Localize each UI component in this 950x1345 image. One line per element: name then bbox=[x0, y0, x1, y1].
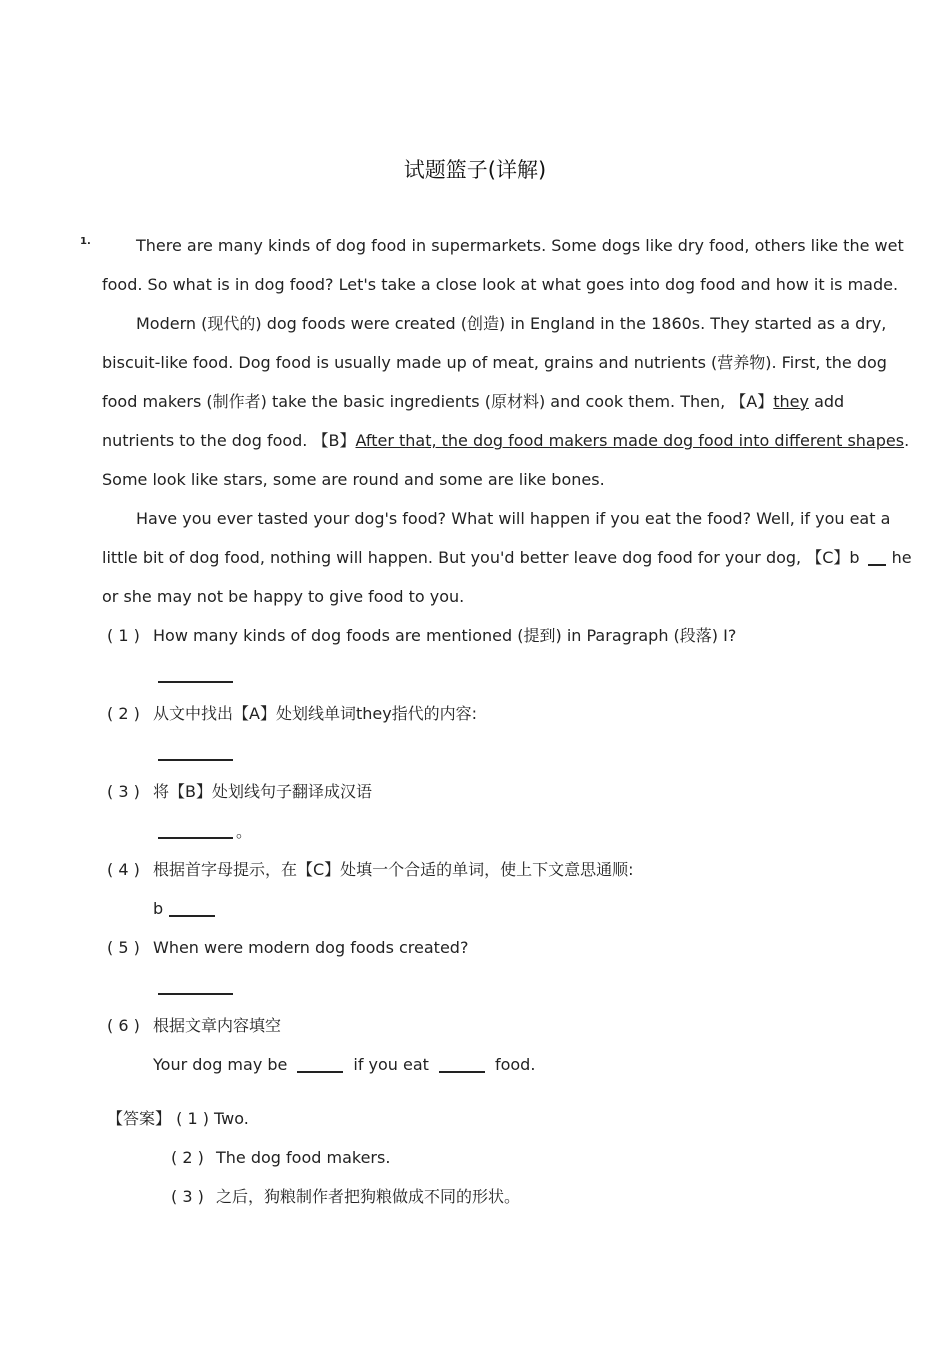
subquestion-text: 将【B】处划线句子翻译成汉语 bbox=[153, 782, 372, 801]
answer-section bbox=[107, 1109, 249, 1129]
subquestion-number: ( 1 ) bbox=[107, 626, 140, 645]
passage-text: nutrients to the dog food. 【B】 bbox=[102, 431, 356, 450]
passage-text: he bbox=[891, 548, 912, 567]
subquestion-3 bbox=[107, 782, 372, 802]
passage-p1-line2: food. So what is in dog food? Let's take a close look at what goes into dog food and how it is made. bbox=[102, 275, 899, 294]
passage-p2-line2: biscuit-like food. Dog food is usually made up of meat, grains and nutrients (营养物). First, the dog bbox=[102, 353, 887, 372]
subquestion-text: 根据文章内容填空 bbox=[153, 1016, 282, 1035]
passage-p2-line1: Modern (现代的) dog foods were created (创造) in England in the 1860s. They started as a dry, bbox=[136, 314, 887, 333]
page-title: 试题篮子(详解) bbox=[403, 158, 547, 182]
answer-text: 之后，狗粮制作者把狗粮做成不同的形状。 bbox=[216, 1187, 521, 1206]
fill-text: Your dog may be bbox=[153, 1055, 288, 1074]
passage-text: add bbox=[808, 392, 845, 411]
answer-blank-4[interactable] bbox=[169, 915, 215, 917]
subquestion-text: When were modern dog foods created? bbox=[153, 938, 469, 957]
subquestion-text: 从文中找出【A】处划线单词they指代的内容: bbox=[153, 704, 478, 723]
passage-p3-line1: Have you ever tasted your dog's food? What will happen if you eat the food? Well, if you eat a bbox=[136, 509, 891, 528]
subquestion-text: How many kinds of dog foods are mentioned (提到) in Paragraph (段落) I? bbox=[153, 626, 737, 645]
answer-item-2 bbox=[171, 1148, 390, 1168]
answer-number: ( 3 ) bbox=[171, 1187, 204, 1206]
subquestion-number: ( 3 ) bbox=[107, 782, 140, 801]
subquestion-4-answer-line bbox=[153, 899, 215, 919]
subquestion-1 bbox=[107, 626, 736, 646]
underlined-sentence-b: After that, the dog food makers made dog food into different shapes bbox=[355, 431, 905, 450]
fill-text: if you eat bbox=[353, 1055, 429, 1074]
answer-text: The dog food makers. bbox=[216, 1148, 391, 1167]
period-mark: 。 bbox=[236, 822, 253, 841]
answer-blank-1[interactable] bbox=[158, 681, 233, 683]
subquestion-4 bbox=[107, 860, 634, 880]
answer-blank-5[interactable] bbox=[158, 993, 233, 995]
subquestion-number: ( 4 ) bbox=[107, 860, 140, 879]
subquestion-number: ( 6 ) bbox=[107, 1016, 140, 1035]
answer-number: ( 2 ) bbox=[171, 1148, 204, 1167]
answer-blank-2[interactable] bbox=[158, 759, 233, 761]
passage-p3-line2 bbox=[102, 548, 912, 568]
subquestion-2 bbox=[107, 704, 477, 724]
answer-text: Two. bbox=[214, 1109, 249, 1128]
answer-number: ( 1 ) bbox=[176, 1109, 209, 1128]
passage-p2-line3 bbox=[102, 392, 862, 412]
passage-p3-line3: or she may not be happy to give food to you. bbox=[102, 587, 465, 606]
blank-c[interactable] bbox=[868, 564, 886, 566]
passage-p2-line5: Some look like stars, some are round and some are like bones. bbox=[102, 470, 605, 489]
question-number: 1. bbox=[80, 236, 91, 247]
underlined-word-they: they bbox=[773, 392, 809, 411]
answer-blank-6b[interactable] bbox=[439, 1071, 485, 1073]
answer-item-3 bbox=[171, 1187, 520, 1207]
subquestion-5 bbox=[107, 938, 468, 958]
answer-blank-6a[interactable] bbox=[297, 1071, 343, 1073]
passage-text: little bit of dog food, nothing will happen. But you'd better leave dog food for your dog, 【C】b bbox=[102, 548, 860, 567]
passage-text: food makers (制作者) take the basic ingredients (原材料) and cook them. Then, 【A】 bbox=[102, 392, 774, 411]
answer-blank-3[interactable] bbox=[158, 837, 233, 839]
passage-text: . bbox=[904, 431, 910, 450]
subquestion-text: 根据首字母提示，在【C】处填一个合适的单词，使上下文意思通顺: bbox=[153, 860, 634, 879]
fill-text: food. bbox=[494, 1055, 536, 1074]
subquestion-6-fill-line bbox=[153, 1055, 535, 1075]
letter-hint: b bbox=[153, 899, 164, 918]
passage-p1-line1: There are many kinds of dog food in supermarkets. Some dogs like dry food, others like the wet bbox=[136, 236, 904, 255]
passage-p2-line4 bbox=[102, 431, 910, 451]
subquestion-number: ( 2 ) bbox=[107, 704, 140, 723]
subquestion-number: ( 5 ) bbox=[107, 938, 140, 957]
subquestion-6 bbox=[107, 1016, 281, 1036]
answer-label: 【答案】 bbox=[107, 1109, 172, 1128]
